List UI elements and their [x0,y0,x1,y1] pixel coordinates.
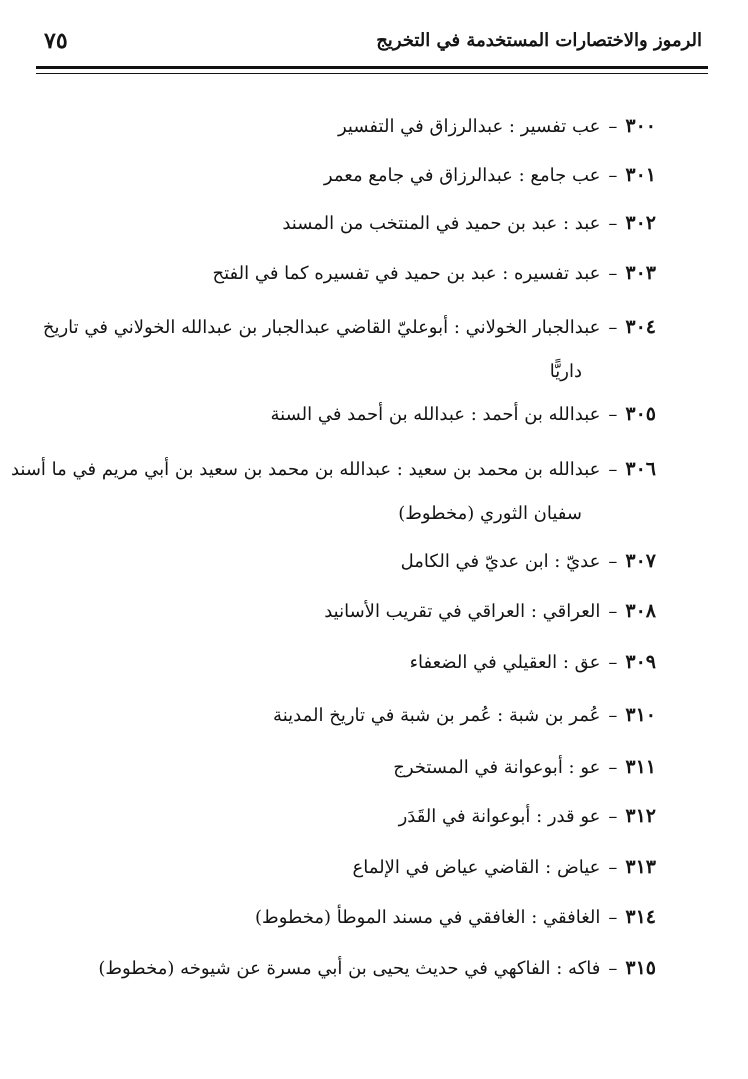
entry-text: عو : أبوعوانة في المستخرج [393,757,601,778]
entry-number: ٣٠٧ [625,550,656,572]
entry-dash: – [608,165,618,186]
entry-text: عق : العقيلي في الضعفاء [409,652,601,673]
entry-text: عبد تفسيره : عبد بن حميد في تفسيره كما في الفتح [212,263,601,284]
entry-306 [10,458,656,525]
entry-312 [40,805,656,828]
entry-dash: – [608,857,618,878]
entry-dash: – [608,213,618,234]
entry-310 [40,704,656,727]
entry-number: ٣٠٩ [625,651,656,673]
entry-number: ٣١١ [625,756,656,778]
entry-number: ٣٠٢ [625,212,656,234]
entry-continuation: داريًّا [549,361,582,382]
entry-text: عب تفسير : عبدالرزاق في التفسير [338,116,601,137]
entry-dash: – [608,705,618,726]
entry-311 [40,756,656,779]
entry-dash: – [608,263,618,284]
entry-text: عديّ : ابن عديّ في الكامل [400,551,601,572]
entry-dash: – [608,757,618,778]
entry-305 [40,403,656,426]
entry-number: ٣٠٨ [625,600,656,622]
entry-number: ٣٠٥ [625,403,656,425]
entry-text: عُمر بن شبة : عُمر بن شبة في تاريخ المدينة [273,705,601,726]
entry-number: ٣١٤ [625,906,656,928]
running-title: الرموز والاختصارات المستخدمة في التخريج [376,30,702,51]
entry-number: ٣٠٣ [625,262,656,284]
entry-304 [40,316,656,383]
entry-text: عو قدر : أبوعوانة في القَدَر [398,806,601,827]
page-number: ٧٥ [44,28,68,54]
entry-text: عياض : القاضي عياض في الإلماع [352,857,601,878]
entry-302 [40,212,656,235]
entry-text: عبدالله بن محمد بن سعيد : عبدالله بن محمد بن سعيد بن أبي مريم في ما أسند [10,459,601,480]
entry-number: ٣١٣ [625,856,656,878]
entry-text: فاكه : الفاكهي في حديث يحيى بن أبي مسرة عن شيوخه (مخطوط) [98,958,601,979]
entry-dash: – [608,459,618,480]
entry-dash: – [608,551,618,572]
entry-number: ٣٠٦ [625,458,656,480]
entry-dash: – [608,958,618,979]
entry-number: ٣٠٠ [625,115,656,137]
entry-number: ٣٠١ [625,164,656,186]
entry-continuation: سفيان الثوري (مخطوط) [398,503,582,524]
entry-dash: – [608,907,618,928]
entry-text: عبد : عبد بن حميد في المنتخب من المسند [282,213,601,234]
entry-text: عب جامع : عبدالرزاق في جامع معمر [323,165,601,186]
entry-300 [40,115,656,138]
entry-307 [40,550,656,573]
entry-315 [40,957,656,980]
entry-dash: – [608,652,618,673]
entry-text: العراقي : العراقي في تقريب الأسانيد [324,601,601,622]
entry-dash: – [608,601,618,622]
entry-308 [40,600,656,623]
entry-303 [40,262,656,285]
entry-number: ٣٠٤ [625,316,656,338]
entry-number: ٣١٠ [625,704,656,726]
entry-text: عبدالجبار الخولاني : أبوعليّ القاضي عبدالجبار بن عبدالله الخولاني في تاريخ [42,317,601,338]
entry-dash: – [608,116,618,137]
entry-314 [40,906,656,929]
entry-313 [40,856,656,879]
entry-number: ٣١٥ [625,957,656,979]
entries-list [10,0,656,1079]
entry-309 [40,651,656,674]
entry-text: عبدالله بن أحمد : عبدالله بن أحمد في السنة [270,404,601,425]
entry-dash: – [608,404,618,425]
entry-dash: – [608,317,618,338]
entry-number: ٣١٢ [625,805,656,827]
entry-301 [40,164,656,187]
entry-dash: – [608,806,618,827]
entry-text: الغافقي : الغافقي في مسند الموطأ (مخطوط) [255,907,601,928]
